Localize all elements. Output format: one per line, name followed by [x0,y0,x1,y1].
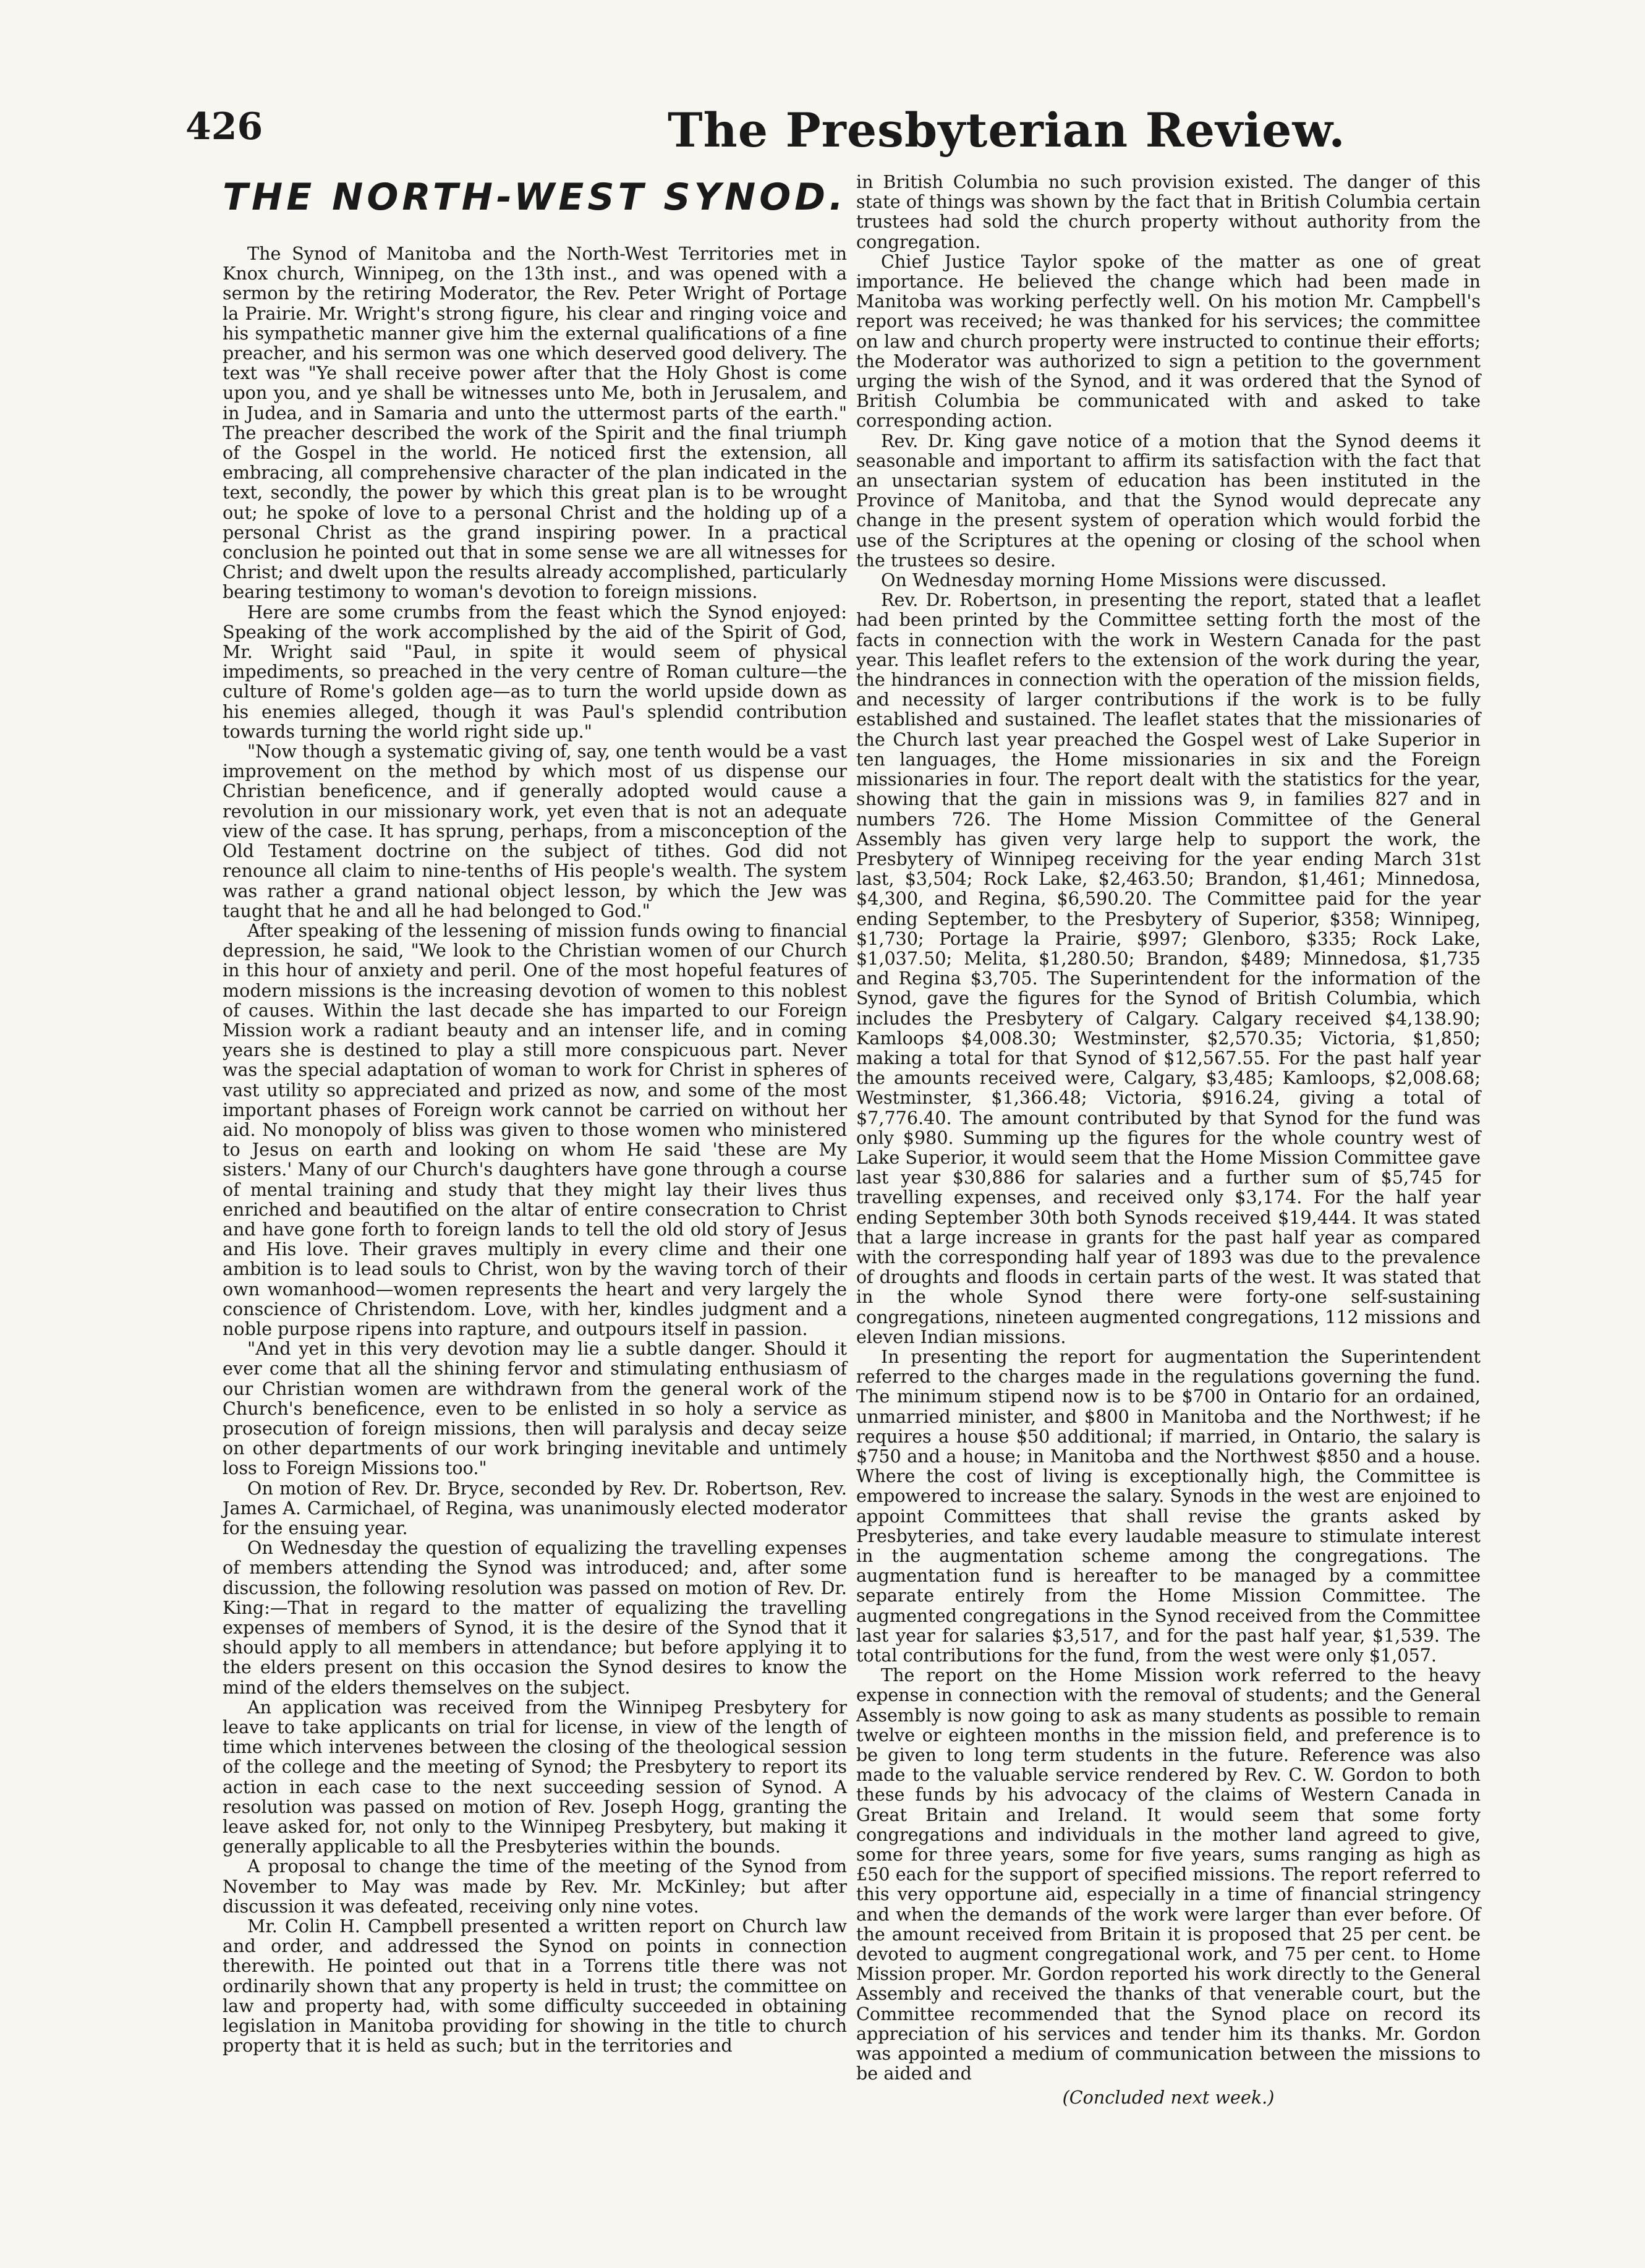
continued-note: (Concluded next week.) [1062,2086,1275,2108]
paragraph: in British Columbia no such provision existed. The danger of this state of things was shown by the fact that in British Columbia certain trustees had sold the church property without authority from the congregation. [856,171,1481,252]
paragraph: On motion of Rev. Dr. Bryce, seconded by Rev. Dr. Robertson, Rev. James A. Carmichael, of Regina, was unanimously elected moderator for the ensuing year. [223,1477,847,1538]
paragraph: Mr. Colin H. Campbell presented a written report on Church law and order, and addressed the Synod on points in connection therewith. He pointed out that in a Torrens title there was not ordinarily shown that any property is held in trust; the committee on law and property had, with some difficulty succeeded in obtaining legislation in Manitoba providing for showing in the title to church property that it is held as such; but in the territories and [223,1916,847,2057]
paragraph: Here are some crumbs from the feast which the Synod enjoyed: Speaking of the work accomplished by the aid of the Spirit of God, Mr. Wright said "Paul, in spite it would seem of physical impediments, so preached in the very centre of Roman culture—the culture of Rome's golden age—as to turn the world upside down as his enemies alleged, though it was Paul's splendid contribution towards turning the world right side up." [223,601,847,742]
paragraph: After speaking of the lessening of mission funds owing to financial depression, he said, "We look to the Christian women of our Church in this hour of anxiety and peril. One of the most hopeful features of modern missions is the increasing devotion of women to this noblest of causes. Within the last decade she has imparted to our Foreign Mission work a radiant beauty and an intenser life, and in coming years she is destined to play a still more conspicuous part. Never was the special adaptation of woman to work for Christ in spheres of vast utility so appreciated and prized as now, and some of the most important phases of Foreign work cannot be carried on without her aid. No monopoly of bliss was given to those women who ministered to Jesus on earth and looking on whom He said 'these are My sisters.' Many of our Church's daughters have gone through a course of mental training and study that they might lay their lives thus enriched and beautified on the altar of entire consecration to Christ and have gone forth to foreign lands to tell the old old story of Jesus and His love. Their graves multiply in every clime and their one ambition is to lead souls to Christ, won by the waving torch of their own womanhood—women represents the heart and very largely the conscience of Christendom. Love, with her, kindles judgment and a noble purpose ripens into rapture, and outpours itself in passion. [223,919,847,1339]
paragraph: The report on the Home Mission work referred to the heavy expense in connection with the removal of students; and the General Assembly is now going to ask as many students as possible to remain twelve or eighteen months in the mission field, and preference is to be given to long term students in the future. Reference was also made to the valuable service rendered by Rev. C. W. Gordon to both these funds by his advocacy of the claims of Western Canada in Great Britain and Ireland. It would seem that some forty congregations and individuals in the mother land agreed to give, some for three years, some for five years, sums ranging as high as £50 each for the support of specified missions. The report referred to this very opportune aid, especially in a time of financial stringency and when the demands of the work were larger than ever before. Of the amount received from Britain it is proposed that 25 per cent. be devoted to augment congregational work, and 75 per cent. to Home Mission proper. Mr. Gordon reported his work directly to the General Assembly and received the thanks of that venerable court, but the Committee recommended that the Synod place on record its appreciation of his services and tender him its thanks. Mr. Gordon was appointed a medium of communication between the missions to be aided and [856,1665,1481,2084]
paragraph: "And yet in this very devotion may lie a subtle danger. Should it ever come that all the shining fervor and stimulating enthusiasm of our Christian women are withdrawn from the general work of the Church's beneficence, even to be enlisted in so holy a service as prosecution of foreign missions, then will paralysis and decay seize on other departments of our work bringing inevitable and untimely loss to Foreign Missions too." [223,1338,847,1479]
left-column [223,172,847,2055]
running-head [185,105,1459,173]
paragraph: Chief Justice Taylor spoke of the matter as one of great importance. He believed the change which had been made in Manitoba was working perfectly well. On his motion Mr. Campbell's report was received; he was thanked for his services; the committee on law and church property were instructed to continue their efforts; the Moderator was authorized to sign a petition to the government urging the wish of the Synod, and it was ordered that the Synod of British Columbia be communicated with and asked to take corresponding action. [856,250,1481,432]
paragraph: An application was received from the Winnipeg Presbytery for leave to take applicants on trial for license, in view of the length of time which intervenes between the closing of the theological session of the college and the meeting of Synod; the Presbytery to report its action in each case to the next succeeding session of Synod. A resolution was passed on motion of Rev. Joseph Hogg, granting the leave asked for, not only to the Winnipeg Presbytery, but making it generally applicable to all the Presbyteries within the bounds. [223,1696,847,1857]
article-title: THE NORTH-WEST SYNOD. [223,176,847,219]
journal-title: The Presbyterian Review. [668,103,1346,158]
page-number: 426 [185,105,263,148]
paragraph: On Wednesday the question of equalizing the travelling expenses of members attending the Synod was introduced; and, after some discussion, the following resolution was passed on motion of Rev. Dr. King:—That in regard to the matter of equalizing the travelling expenses of members of Synod, it is the desire of the Synod that it should apply to all members in attendance; but before applying it to the elders present on this occasion the Synod desires to know the mind of the elders themselves on the subject. [223,1537,847,1698]
paragraph: Rev. Dr. Robertson, in presenting the report, stated that a leaflet had been printed by the Committee setting forth the most of the facts in connection with the work in Western Canada for the past year. This leaflet refers to the extension of the work during the year, the hindrances in connection with the operation of the mission fields, and necessity of larger contributions if the work is to be fully established and sustained. The leaflet states that the missionaries of the Church last year preached the Gospel west of Lake Superior in ten languages, the Home missionaries in six and the Foreign missionaries in four. The report dealt with the statistics for the year, showing that the gain in missions was 9, in families 827 and in numbers 726. The Home Mission Committee of the General Assembly has given very large help to support the work, the Presbytery of Winnipeg receiving for the year ending March 31st last, $3,504; Rock Lake, $2,463.50; Brandon, $1,461; Minnedosa, $4,300, and Regina, $6,590.20. The Committee paid for the year ending September, to the Presbytery of Superior, $358; Winnipeg, $1,730; Portage la Prairie, $997; Glenboro, $335; Rock Lake, $1,037.50; Melita, $1,280.50; Brandon, $489; Minnedosa, $1,735 and Regina $3,705. The Superintendent for the information of the Synod, gave the figures for the Synod of British Columbia, which includes the Presbytery of Calgary. Calgary received $4,138.90; Kamloops $4,008.30; Westminster, $2,570.35; Victoria, $1,850; making a total for that Synod of $12,567.55. For the past half year the amounts received were, Calgary, $3,485; Kamloops, $2,008.68; Westminster, $1,366.48; Victoria, $916.24, giving a total of $7,776.40. The amount contributed by that Synod for the fund was only $980. Summing up the figures for the whole country west of Lake Superior, it would seem that the Home Mission Committee gave last year $30,886 for salaries and a further sum of $5,745 for travelling expenses, and received only $3,174. For the half year ending September 30th both Synods received $19,444. It was stated that a large increase in grants for the past half year as compared with the corresponding half year of 1893 was due to the prevalence of droughts and floods in certain parts of the west. It was stated that in the whole Synod there were forty-one self-sustaining congregations, nineteen augmented congregations, 112 missions and eleven Indian missions. [856,589,1481,1347]
right-column [856,172,1481,2107]
paragraph: The Synod of Manitoba and the North-West Territories met in Knox church, Winnipeg, on the 13th inst., and was opened with a sermon by the retiring Moderator, the Rev. Peter Wright of Portage la Prairie. Mr. Wright's strong figure, his clear and ringing voice and his sympathetic manner give him the external qualifications of a fine preacher, and his sermon was one which deserved good delivery. The text was "Ye shall receive power after that the Holy Ghost is come upon you, and ye shall be witnesses unto Me, both in Jerusalem, and in Judea, and in Samaria and unto the uttermost parts of the earth." The preacher described the work of the Spirit and the final triumph of the Gospel in the world. He noticed first the extension, all embracing, all comprehensive character of the plan indicated in the text, secondly, the power by which this great plan is to be wrought out; he spoke of love to a personal Christ and the holding up of a personal Christ as the grand inspiring power. In a practical conclusion he pointed out that in some sense we are all witnesses for Christ; and dwelt upon the results already accomplished, particularly bearing testimony to woman's devotion to foreign missions. [223,243,847,603]
paragraph: On Wednesday morning Home Missions were discussed. [881,569,1387,591]
paragraph: Rev. Dr. King gave notice of a motion that the Synod deems it seasonable and important to affirm its satisfaction with the fact that an unsectarian system of education has been instituted in the Province of Manitoba, and that the Synod would deprecate any change in the present system of operation which would forbid the use of the Scriptures at the opening or closing of the school when the trustees so desire. [856,430,1481,571]
paragraph: A proposal to change the time of the meeting of the Synod from November to May was made by Rev. Mr. McKinley; but after discussion it was defeated, receiving only nine votes. [223,1856,847,1917]
paragraph: In presenting the report for augmentation the Superintendent referred to the charges made in the regulations governing the fund. The minimum stipend now is to be $700 in Ontario for an ordained, unmarried minister, and $800 in Manitoba and the Northwest; if he requires a house $50 additional; if married, in Ontario, the salary is $750 and a house; in Manitoba and the Northwest $850 and a house. Where the cost of living is exceptionally high, the Committee is empowered to increase the salary. Synods in the west are enjoined to appoint Committees that shall revise the grants asked by Presbyteries, and take every laudable measure to stimulate interest in the augmentation scheme among the congregations. The augmentation fund is hereafter to be managed by a committee separate entirely from the Home Mission Committee. The augmented congregations in the Synod received from the Committee last year for salaries $3,517, and for the past half year, $1,539. The total contributions for the fund, from the west were only $1,057. [856,1345,1481,1666]
paragraph: "Now though a systematic giving of, say, one tenth would be a vast improvement on the method by which most of us dispense our Christian beneficence, and if generally adopted would cause a revolution in our missionary work, yet even that is not an adequate view of the case. It has sprung, perhaps, from a misconception of the Old Testament doctrine on the subject of tithes. God did not renounce all claim to nine-tenths of His people's wealth. The system was rather a grand national object lesson, by which the Jew was taught that he and all he had belonged to God." [223,741,847,921]
